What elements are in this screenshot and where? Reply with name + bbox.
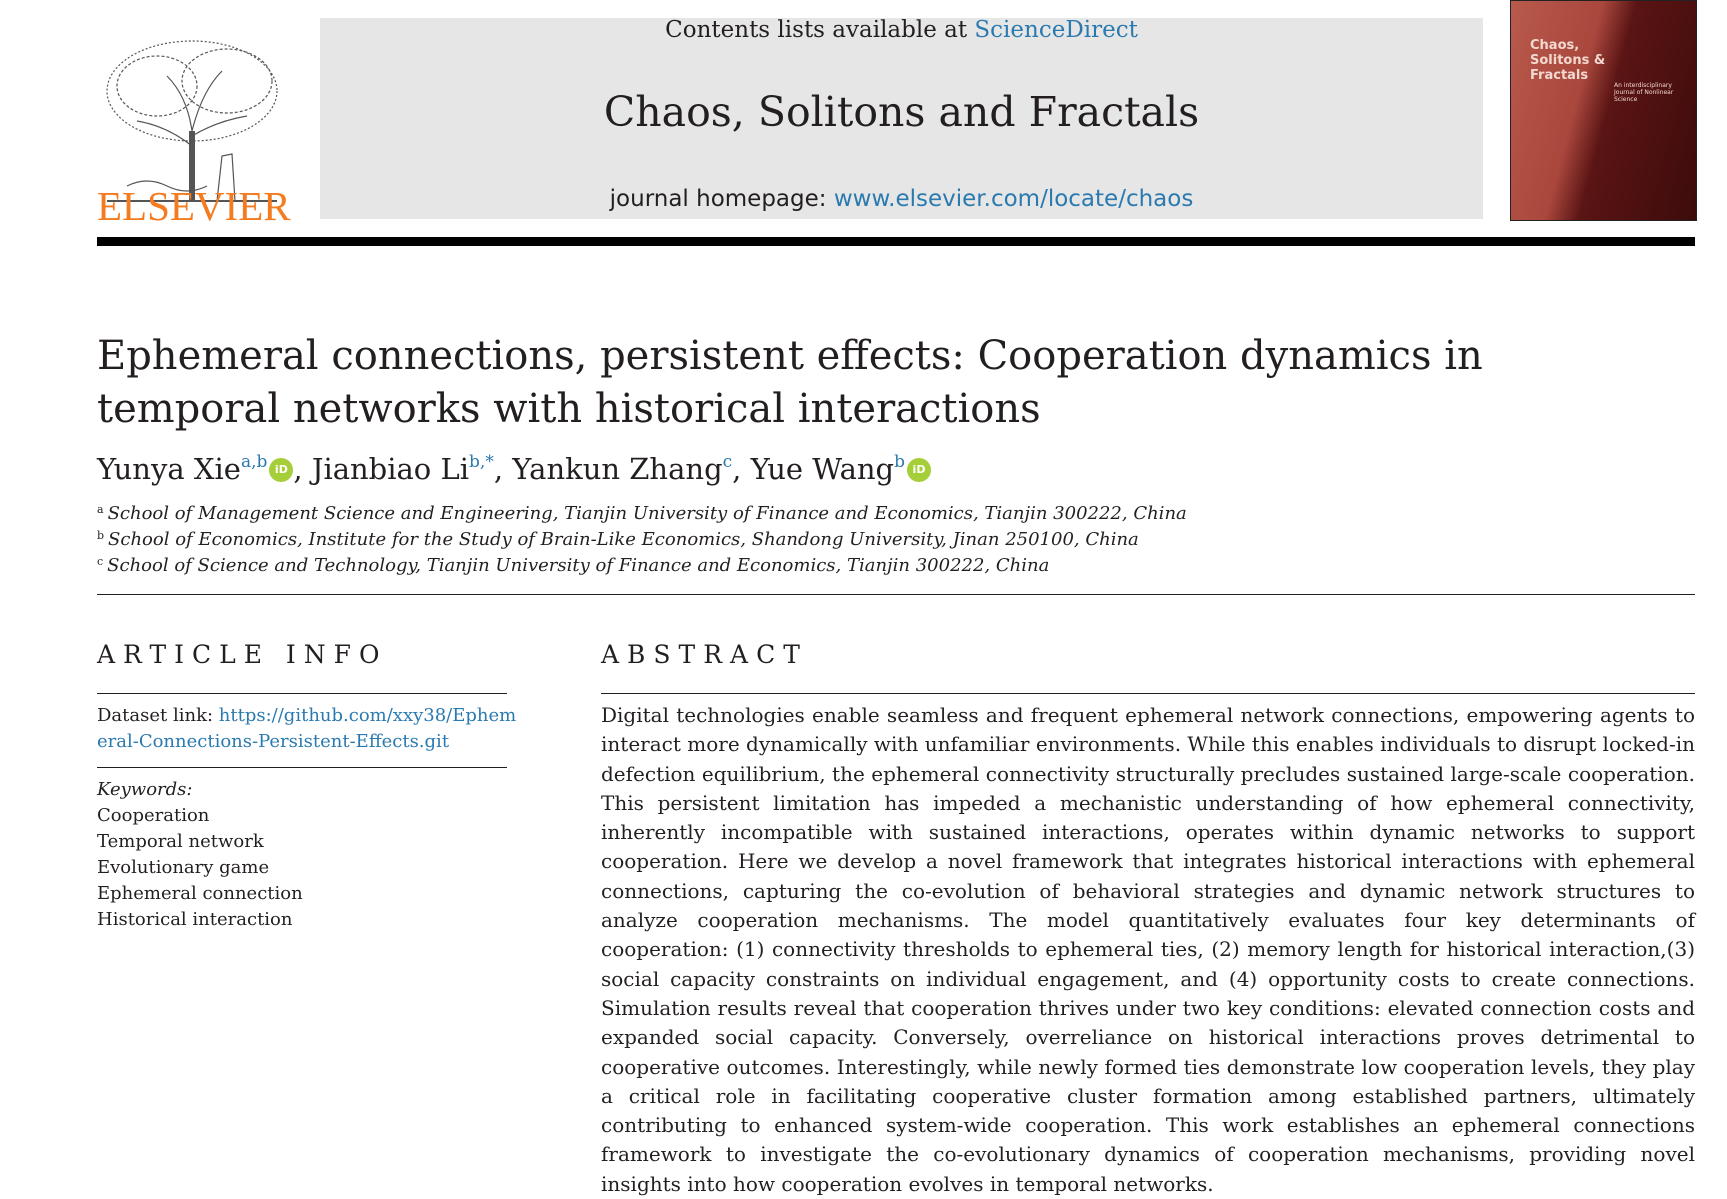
contents-prefix: Contents lists available at xyxy=(665,17,968,43)
article-info-heading: ARTICLE INFO xyxy=(97,640,388,669)
affiliation-text: School of Economics, Institute for the Study of Brain-Like Economics, Shandong University, Jinan 250100, China xyxy=(108,529,1139,550)
homepage-line xyxy=(320,186,1483,212)
affiliation xyxy=(97,529,1397,550)
dataset-link[interactable]: https://github.com/xxy38/Ephem xyxy=(218,705,517,726)
author-name: Yue Wang xyxy=(750,452,895,486)
cover-subtitle: An interdisciplinary Journal of Nonlinear Science xyxy=(1614,82,1674,103)
author-affil-mark[interactable]: b,* xyxy=(469,452,494,472)
author-list: Yunya Xie$^{a,b}$ iD , Jianbiao $Li^{b,*}$, Yankun Zhang$^c$, Yue Wang$^b$ iD xyxy=(97,452,1397,486)
homepage-prefix: journal homepage: xyxy=(609,186,827,212)
keyword-item: Evolutionary game xyxy=(97,857,270,878)
journal-cover-image xyxy=(1510,0,1697,221)
affiliation-text: School of Science and Technology, Tianjin University of Finance and Economics, Tianjin 300222, China xyxy=(107,555,1050,576)
dataset-link-cont[interactable]: eral-Connections-Persistent-Effects.git xyxy=(97,731,450,752)
homepage-link[interactable]: www.elsevier.com/locate/chaos xyxy=(833,186,1194,212)
abstract-divider xyxy=(601,693,1695,694)
affiliation-mark: b xyxy=(97,529,105,542)
keyword-item: Cooperation xyxy=(97,805,210,826)
keywords-label: Keywords: xyxy=(97,779,193,800)
keywords-divider xyxy=(97,767,507,768)
keyword-item: Temporal network xyxy=(97,831,264,852)
abstract-text: Digital technologies enable seamless and frequent ephemeral network connections, empowering agents to interact more dynamically with unfamiliar environments. While this enables individuals to disrupt locked-in defection equilibrium, the ephemeral connectivity structurally precludes sustained large-scale cooperation. This persistent limitation has impeded a mechanistic understanding of how ephemeral connectivity, inherently incompatible with sustained interactions, operates within dynamic networks to support cooperation. Here we develop a novel framework that integrates historical interactions with ephemeral connections, capturing the co-evolution of behavioral strategies and dynamic network structures to analyze cooperation mechanisms. The model quantitatively evaluates four key determinants of cooperation: (1) connectivity thresholds to ephemeral ties, (2) memory length for historical interaction,(3) social capacity constraints on individual engagement, and (4) opportunity costs to create connections. Simulation results reveal that cooperation thrives under two key conditions: elevated connection costs and expanded social capacity. Conversely, overreliance on historical interactions proves detrimental to cooperative outcomes. Interestingly, while newly formed ties demonstrate low cooperation levels, they play a critical role in facilitating cooperative cluster formation among established partners, ultimately contributing to enhanced system-wide cooperation. This work establishes an ephemeral connections framework to investigate the co-evolutionary dynamics of cooperation mechanisms, providing novel insights into how cooperation evolves in temporal networks. xyxy=(601,703,1695,1196)
affiliation-mark: a xyxy=(97,503,104,516)
title-divider xyxy=(97,594,1695,595)
keyword-item: Historical interaction xyxy=(97,909,293,930)
author-name: Yunya Xie xyxy=(97,452,241,486)
author-affil-mark[interactable]: c xyxy=(722,452,733,472)
article-title: Ephemeral connections, persistent effects: Cooperation dynamics in temporal networks with historical interactions xyxy=(97,333,1483,432)
contents-line xyxy=(320,17,1483,43)
affiliation xyxy=(97,555,1397,576)
keywords-block xyxy=(97,777,497,933)
dataset-block xyxy=(97,703,517,755)
header-divider xyxy=(97,237,1695,246)
orcid-icon[interactable]: iD xyxy=(269,458,293,482)
author-affil-mark[interactable]: a,b xyxy=(240,452,268,472)
publisher-wordmark: ELSEVIER xyxy=(97,183,291,229)
sciencedirect-link[interactable]: ScienceDirect xyxy=(974,17,1138,43)
author-name: Jianbiao Li xyxy=(311,452,470,486)
orcid-icon[interactable]: iD xyxy=(907,458,931,482)
cover-title: Chaos, Solitons & Fractals xyxy=(1530,38,1606,83)
affiliation-text: School of Management Science and Engineering, Tianjin University of Finance and Economics, Tianjin 300222, China xyxy=(107,503,1187,524)
author-name: Yankun Zhang xyxy=(512,452,723,486)
affiliation xyxy=(97,503,1397,524)
abstract-heading: ABSTRACT xyxy=(601,640,808,669)
author-affil-mark[interactable]: b xyxy=(894,452,905,472)
journal-title: Chaos, Solitons and Fractals xyxy=(603,88,1200,136)
dataset-label: Dataset link: xyxy=(97,705,214,726)
affiliation-mark: c xyxy=(97,555,104,568)
keyword-item: Ephemeral connection xyxy=(97,883,303,904)
article-info-divider xyxy=(97,693,507,694)
